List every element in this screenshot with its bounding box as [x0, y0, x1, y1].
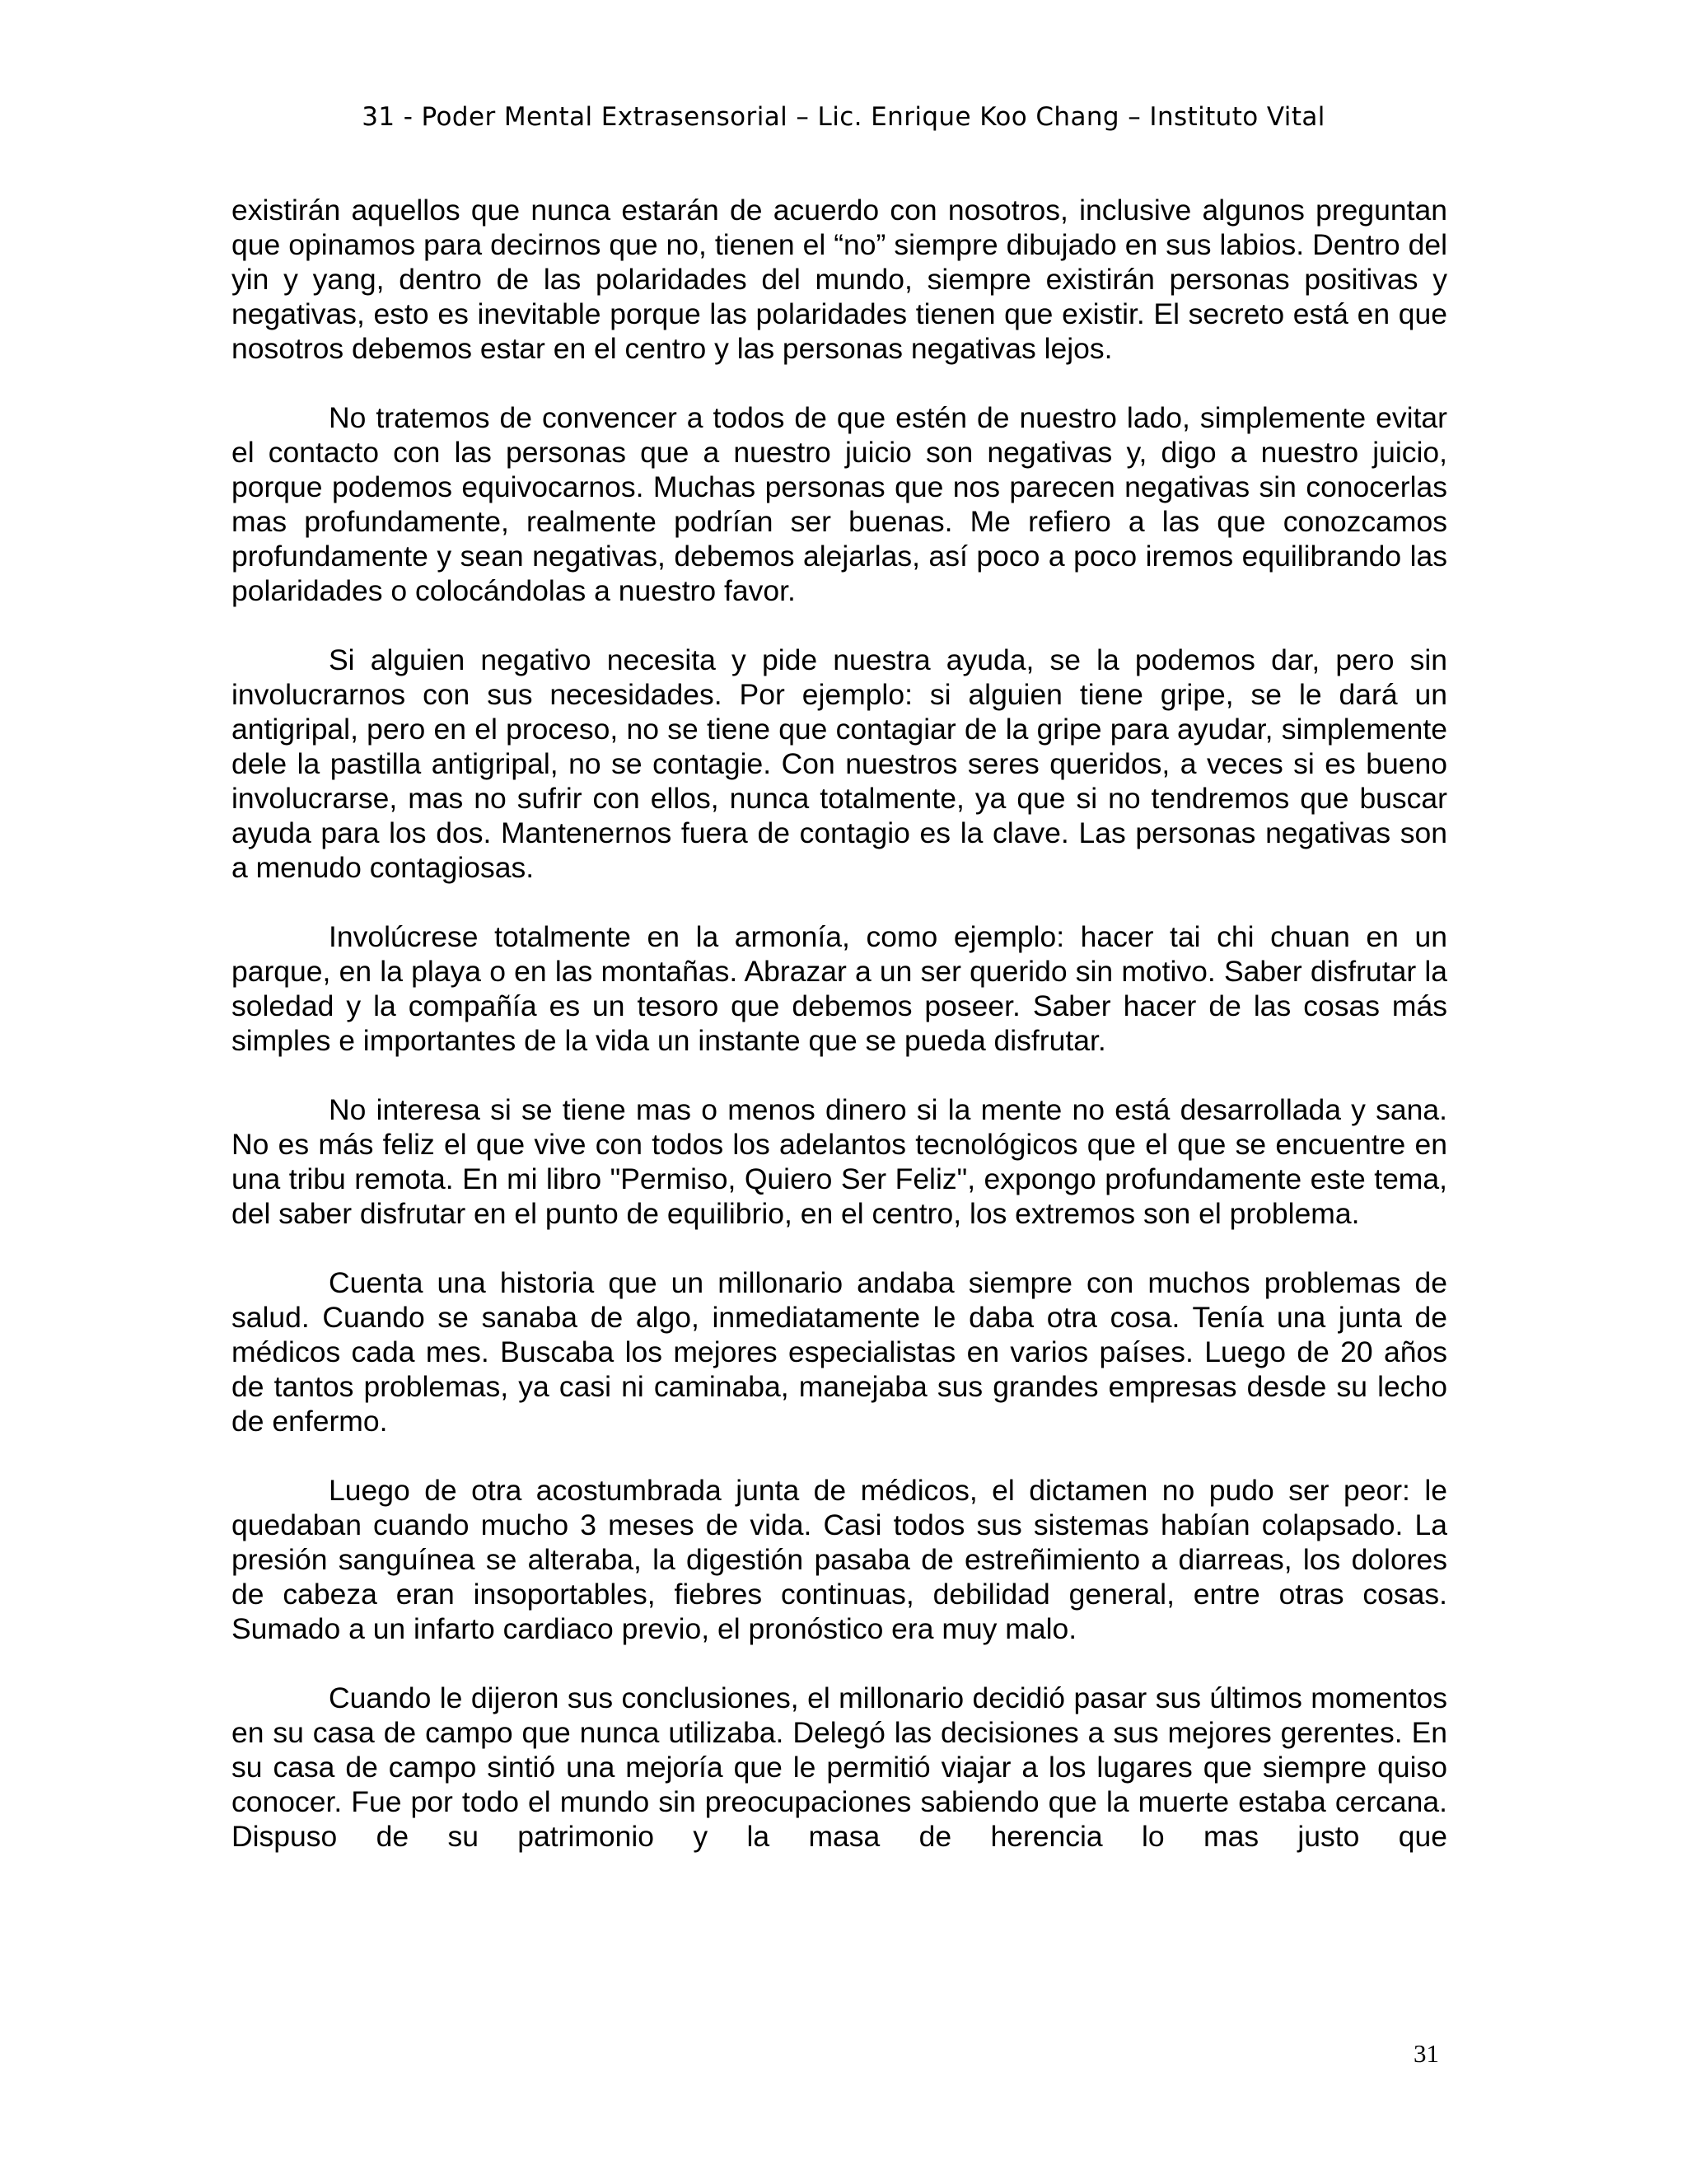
- paragraph: No tratemos de convencer a todos de que estén de nuestro lado, simplemente evitar el contacto con las personas que a nuestro juicio son negativas y, digo a nuestro juicio, porque podemos equivocarnos. Muchas personas que nos parecen negativas sin conocerlas mas profundamente, realmente podrían ser buenas. Me refiero a las que conozcamos profundamente y sean negativas, debemos alejarlas, así poco a poco iremos equilibrando las polaridades o colocándolas a nuestro favor.: [231, 401, 1447, 607]
- paragraph-continued: existirán aquellos que nunca estarán de acuerdo con nosotros, inclusive algunos preguntan que opinamos para decirnos que no, tienen el “no” siempre dibujado en sus labios. Dentro del yin y yang, dentro de las polaridades del mundo, siempre existirán personas positivas y negativas, esto es inevitable porque las polaridades tienen que existir. El secreto está en que nosotros debemos estar en el centro y las personas negativas lejos.: [231, 194, 1447, 365]
- paragraph: Involúcrese totalmente en la armonía, como ejemplo: hacer tai chi chuan en un parque, en la playa o en las montañas. Abrazar a un ser querido sin motivo. Saber disfrutar la soledad y la compañía es un tesoro que debemos poseer. Saber hacer de las cosas más simples e importantes de la vida un instante que se pueda disfrutar.: [231, 920, 1447, 1057]
- paragraph: Cuenta una historia que un millonario andaba siempre con muchos problemas de salud. Cuando se sanaba de algo, inmediatamente le daba otra cosa. Tenía una junta de médicos cada mes. Buscaba los mejores especialistas en varios países. Luego de 20 años de tantos problemas, ya casi ni caminaba, manejaba sus grandes empresas desde su lecho de enfermo.: [231, 1266, 1447, 1438]
- body-text: [231, 193, 1447, 1854]
- paragraph-continues: Cuando le dijeron sus conclusiones, el millonario decidió pasar sus últimos momentos en su casa de campo que nunca utilizaba. Delegó las decisiones a sus mejores gerentes. En su casa de campo sintió una mejoría que le permitió viajar a los lugares que siempre quiso conocer. Fue por todo el mundo sin preocupaciones sabiendo que la muerte estaba cercana. Dispuso de su patrimonio y la masa de herencia lo mas justo que: [231, 1681, 1447, 1853]
- paragraph: Luego de otra acostumbrada junta de médicos, el dictamen no pudo ser peor: le quedaban cuando mucho 3 meses de vida. Casi todos sus sistemas habían colapsado. La presión sanguínea se alteraba, la digestión pasaba de estreñimiento a diarreas, los dolores de cabeza eran insoportables, fiebres continuas, debilidad general, entre otras cosas. Sumado a un infarto cardiaco previo, el pronóstico era muy malo.: [231, 1474, 1447, 1645]
- running-header: 31 - Poder Mental Extrasensorial – Lic. Enrique Koo Chang – Instituto Vital: [362, 102, 1325, 132]
- paragraph: Si alguien negativo necesita y pide nuestra ayuda, se la podemos dar, pero sin involucrarnos con sus necesidades. Por ejemplo: si alguien tiene gripe, se le dará un antigripal, pero en el proceso, no se tiene que contagiar de la gripe para ayudar, simplemente dele la pastilla antigripal, no se contagie. Con nuestros seres queridos, a veces si es bueno involucrarse, mas no sufrir con ellos, nunca totalmente, ya que si no tendremos que buscar ayuda para los dos. Mantenernos fuera de contagio es la clave. Las personas negativas son a menudo contagiosas.: [231, 643, 1447, 884]
- page-number: 31: [1414, 2039, 1439, 2068]
- paragraph: No interesa si se tiene mas o menos dinero si la mente no está desarrollada y sana. No es más feliz el que vive con todos los adelantos tecnológicos que el que se encuentre en una tribu remota. En mi libro "Permiso, Quiero Ser Feliz", expongo profundamente este tema, del saber disfrutar en el punto de equilibrio, en el centro, los extremos son el problema.: [231, 1093, 1447, 1230]
